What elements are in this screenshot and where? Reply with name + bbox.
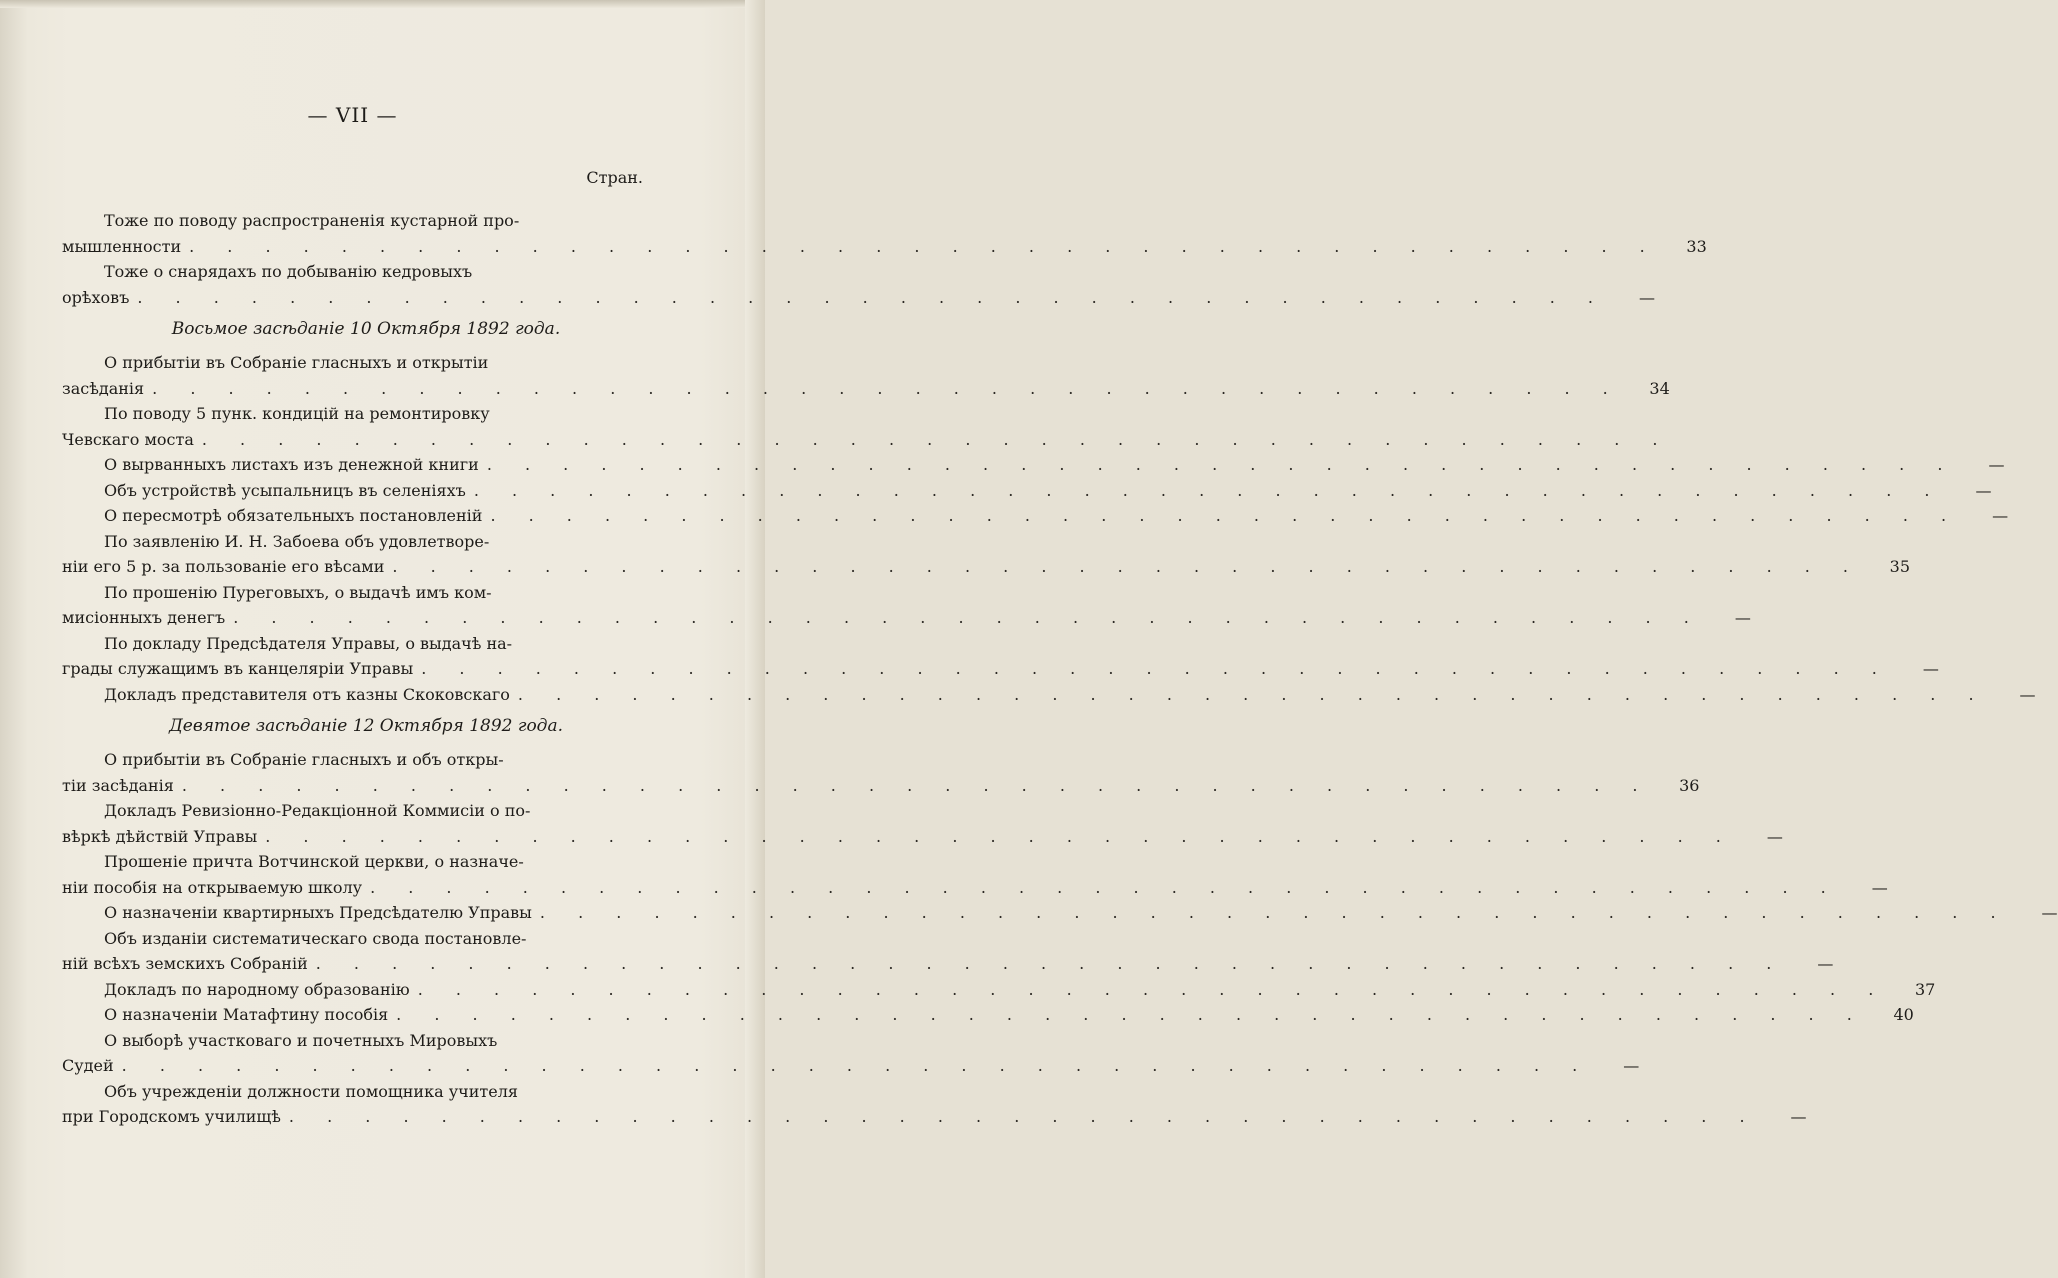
toc-entry-text: О назначеніи Матафтину пособія (104, 1005, 389, 1024)
toc-entry-text: грады служащимъ въ канцеляріи Управы (62, 659, 414, 678)
toc-entry (62, 208, 1707, 259)
toc-page-number: — (1766, 826, 1783, 846)
toc-entry-text: Объ устройствѣ усыпальницъ въ селеніяхъ (104, 480, 466, 500)
toc-entry (62, 259, 1655, 310)
page-right-edge (745, 0, 765, 1278)
page-top-edge (0, 0, 765, 8)
dot-leader: . . . . . . . . . . . . . . . . . . . . . . . . . . . . . . . . . . . . . . . (417, 979, 1888, 999)
toc-entry-text: О вырванныхъ листахъ изъ денежной книги (104, 455, 479, 474)
dot-leader: . . . . . . . . . . . . . . . . . . . . . . . . . . . . . . . . . . . . . . . (233, 608, 1703, 627)
toc-entry (62, 580, 1751, 631)
toc-entry-text: мисіонныхъ денегъ (62, 608, 226, 627)
toc-page-number: — (1975, 480, 1992, 500)
toc-page-number: — (1817, 954, 1834, 973)
toc-entry-text: Судей (62, 1056, 114, 1075)
toc-entry-text: Тоже по поводу распространенія кустарной про- (104, 211, 520, 230)
toc-entry-text: По поводу 5 пунк. кондицій на ремонтировку (104, 404, 490, 423)
toc-page-number: — (2041, 903, 2058, 922)
toc-page-number: — (1639, 287, 1655, 307)
toc-page-number: — (1992, 506, 2009, 525)
toc-entry-text: О прибытіи въ Собраніе гласныхъ и открытіи (104, 353, 489, 372)
toc-entry-text: ніи пособія на открываемую школу (62, 877, 363, 897)
toc-entry (62, 401, 1672, 452)
dot-leader: . . . . . . . . . . . . . . . . . . . . . . . . . . . . . . . . . . . . . . . (121, 1056, 1592, 1075)
toc-page-number: — (1790, 1107, 1807, 1126)
toc-page-number: 34 (1649, 378, 1670, 398)
dot-leader: . . . . . . . . . . . . . . . . . . . . . . . . . . . . . . . . . . . . . . . (486, 455, 1957, 474)
dot-leader: . . . . . . . . . . . . . . . . . . . . . . . . . . . . . . . . . . . . . . . (288, 1107, 1759, 1126)
dot-leader: . . . . . . . . . . . . . . . . . . . . . . . . . . . . . . . . . . . . . . . (539, 903, 2010, 922)
toc-entry-text: Докладъ по народному образованію (104, 979, 410, 999)
dot-leader: . . . . . . . . . . . . . . . . . . . . . . . . . . . . . . . . . . . . . . . (370, 877, 1840, 897)
toc-entry-text: По прошенію Пуреговыхъ, о выдачѣ имъ ком- (104, 582, 492, 602)
toc-entry (62, 926, 1834, 977)
toc-page-number: 35 (1889, 557, 1911, 576)
toc-entry (62, 1079, 1807, 1130)
toc-page-number: 40 (1893, 1005, 1914, 1024)
toc-entry-text: О прибытіи въ Собраніе гласныхъ и объ откры- (104, 750, 504, 769)
page-number: — VII — (307, 103, 398, 127)
toc-entry (62, 478, 1992, 504)
toc-page-number: — (1623, 1056, 1640, 1075)
toc-entry-text: засѣданія (62, 378, 145, 398)
toc-entry (62, 747, 1700, 798)
toc-entry (62, 452, 2005, 478)
toc-entry-text: орѣховъ (62, 287, 130, 307)
toc-entry-text: О выборѣ участковаго и почетныхъ Мировыхъ (104, 1030, 498, 1050)
dot-leader: . . . . . . . . . . . . . . . . . . . . . . . . . . . . . . . . . . . . . . . (181, 775, 1652, 795)
toc-entry (62, 350, 1670, 401)
toc-entry-text: Докладъ Ревизіонно-Редакціонной Коммисіи о по- (104, 801, 531, 820)
toc-entry-text: Объ изданіи систематическаго свода постановле- (104, 928, 527, 948)
dot-leader: . . . . . . . . . . . . . . . . . . . . . . . . . . . . . . . . . . . . . . . (137, 287, 1607, 307)
toc-entry-text: По заявленію И. Н. Забоева объ удовлетворе- (104, 531, 490, 551)
toc-entry (62, 798, 1783, 849)
toc-page-number: — (1871, 877, 1888, 897)
toc-entry-text: ній всѣхъ земскихъ Собраній (62, 954, 308, 973)
toc-entry-text: вѣркѣ дѣйствій Управы (62, 826, 258, 846)
toc-page-number: 33 (1686, 236, 1707, 256)
toc-entry (62, 1002, 1914, 1028)
session-heading: Девятое засѣданіе 12 Октября 1892 года. (168, 716, 563, 736)
table-of-contents (62, 208, 2058, 1130)
toc-page-number: — (2019, 684, 2036, 704)
toc-entry-text: ніи его 5 р. за пользованіе его вѣсами (62, 557, 385, 576)
toc-entry-text: Тоже о снарядахъ по добыванію кедровыхъ (104, 262, 473, 281)
toc-entry (62, 977, 1936, 1003)
toc-entry-text: при Городскомъ училищѣ (62, 1107, 281, 1126)
toc-page-number: — (1734, 608, 1751, 627)
dot-leader: . . . . . . . . . . . . . . . . . . . . . . . . . . . . . . . . . . . . . . . (315, 954, 1786, 973)
dot-leader: . . . . . . . . . . . . . . . . . . . . . . . . . . . . . . . . . . . . . . . (421, 659, 1891, 678)
toc-entry-text: Прошеніе причта Вотчинской церкви, о назначе- (104, 852, 524, 871)
dot-leader: . . . . . . . . . . . . . . . . . . . . . . . . . . . . . . . . . . . . . . . (152, 378, 1622, 398)
toc-entry (62, 682, 2036, 708)
dot-leader: . . . . . . . . . . . . . . . . . . . . . . . . . . . . . . . . . . . . . . . (517, 684, 1988, 704)
toc-entry (62, 1028, 1640, 1079)
dot-leader: . . . . . . . . . . . . . . . . . . . . . . . . . . . . . . . . . . . . . . . (396, 1005, 1866, 1024)
toc-page-number: 36 (1679, 775, 1700, 795)
toc-entry-text: Чевскаго моста (62, 429, 194, 449)
dot-leader: . . . . . . . . . . . . . . . . . . . . . . . . . . . . . . . . . . . . . . . (490, 506, 1961, 525)
toc-page-number: 37 (1914, 979, 1936, 999)
dot-leader: . . . . . . . . . . . . . . . . . . . . . . . . . . . . . . . . . . . . . . . (189, 236, 1659, 256)
toc-page-number: — (1922, 659, 1939, 678)
session-heading: Восьмое засѣданіе 10 Октября 1892 года. (171, 319, 561, 339)
toc-entry (62, 529, 1911, 580)
dot-leader: . . . . . . . . . . . . . . . . . . . . . . . . . . . . . . . . . . . . . . . (265, 826, 1735, 846)
toc-page-number: — (1988, 455, 2005, 474)
dot-leader: . . . . . . . . . . . . . . . . . . . . . . . . . . . . . . . . . . . . . . . (392, 557, 1863, 576)
toc-entry-text: По докладу Предсѣдателя Управы, о выдачѣ на- (104, 633, 513, 653)
dot-leader: . . . . . . . . . . . . . . . . . . . . . . . . . . . . . . . . . . . . . . . (473, 480, 1944, 500)
toc-entry-text: О назначеніи квартирныхъ Предсѣдателю Управы (104, 903, 532, 922)
toc-entry-text: тіи засѣданія (62, 775, 174, 795)
toc-entry-text: О пересмотрѣ обязательныхъ постановленій (104, 506, 483, 525)
toc-entry (62, 849, 1888, 900)
toc-entry (62, 900, 2058, 926)
page-column-label: Стран. (586, 168, 643, 187)
toc-entry-text: Докладъ представителя отъ казны Скоковскаго (104, 684, 510, 704)
dot-leader: . . . . . . . . . . . . . . . . . . . . . . . . . . . . . . . . . . . . . . . (201, 429, 1672, 449)
toc-entry (62, 503, 2009, 529)
toc-entry-text: мышленности (62, 236, 182, 256)
toc-entry (62, 631, 1939, 682)
toc-entry-text: Объ учрежденіи должности помощника учителя (104, 1081, 518, 1101)
